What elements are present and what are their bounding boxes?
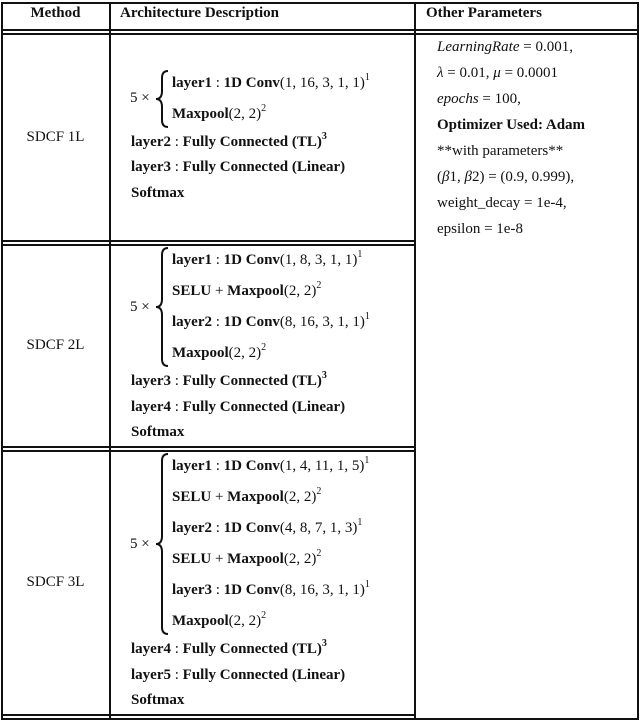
repeated-block (110, 451, 414, 637)
text-segment: (2, 2) (283, 283, 317, 300)
text-segment: 1D Conv (223, 314, 280, 331)
text-segment: Fully Connected (TL) (182, 133, 322, 150)
footnote-marker: 2 (316, 486, 322, 498)
rule (1, 2, 639, 4)
text-segment: : (211, 458, 224, 475)
rule (1, 29, 639, 31)
text-segment: **with parameters** (437, 143, 564, 159)
layer-line (172, 544, 370, 575)
parameter-line (437, 164, 585, 190)
layer-line (131, 181, 414, 207)
method-cell: SDCF 1L (26, 129, 85, 145)
text-segment: 1D Conv (223, 74, 280, 91)
layer-line (131, 395, 414, 421)
rule (414, 2, 416, 720)
layer-line (172, 513, 370, 544)
layer-line (131, 688, 414, 714)
footnote-marker: 1 (357, 517, 363, 529)
footnote-marker: 2 (261, 342, 267, 354)
text-segment: 1, (449, 169, 465, 185)
text-segment: layer4 (131, 398, 171, 415)
text-segment: : (170, 133, 183, 150)
text-segment: ( (437, 169, 442, 185)
rule (637, 2, 639, 720)
parameter-line (437, 138, 585, 164)
text-segment: (2, 2) (228, 345, 262, 362)
text-segment: 1D Conv (223, 582, 280, 599)
text-segment: layer1 (172, 252, 212, 269)
text-segment: Fully Connected (Linear) (182, 666, 346, 683)
text-segment: = 0.0001 (500, 65, 558, 81)
text-segment: (8, 16, 3, 1, 1) (279, 582, 365, 599)
parameter-line (437, 86, 585, 112)
method-cell: SDCF 2L (26, 337, 85, 353)
layer-line (172, 245, 370, 276)
text-segment: : (211, 252, 224, 269)
rule (1, 240, 415, 242)
left-brace-icon (150, 245, 172, 369)
text-segment: SELU (172, 283, 212, 300)
text-segment: Softmax (131, 184, 185, 201)
text-segment: layer3 (131, 159, 171, 176)
text-segment: Softmax (131, 692, 185, 709)
text-segment: λ (437, 65, 444, 81)
text-segment: epsilon = 1e-8 (437, 221, 523, 237)
text-segment: : (211, 582, 224, 599)
other-parameters-cell (437, 34, 585, 242)
footnote-marker: 2 (261, 610, 267, 622)
layer-line (172, 575, 370, 606)
text-segment: layer1 (172, 74, 212, 91)
text-segment: β (442, 169, 450, 185)
architecture-cell (110, 451, 414, 714)
parameter-line (437, 60, 585, 86)
text-segment: = 100, (478, 91, 521, 107)
text-segment: Maxpool (227, 551, 284, 568)
footnote-marker: 1 (364, 71, 370, 83)
text-segment: μ (493, 65, 501, 81)
layer-line (172, 99, 370, 130)
footnote-marker: 2 (261, 102, 267, 114)
text-segment: : (211, 314, 224, 331)
header-other-parameters: Other Parameters (426, 5, 542, 21)
text-segment: : (211, 74, 224, 91)
text-segment: weight_decay = 1e-4, (437, 195, 567, 211)
layer-line (172, 276, 370, 307)
layer-line (131, 130, 414, 156)
text-segment: 1D Conv (223, 458, 280, 475)
rule (1, 718, 639, 720)
text-segment: (8, 16, 3, 1, 1) (279, 314, 365, 331)
left-brace-icon (150, 451, 172, 637)
text-segment: (1, 16, 3, 1, 1) (279, 74, 365, 91)
text-segment: layer2 (172, 520, 212, 537)
layer-line (172, 482, 370, 513)
text-segment: layer3 (131, 373, 171, 390)
text-segment: : (211, 520, 224, 537)
text-segment: 1D Conv (223, 520, 280, 537)
text-segment: Fully Connected (TL) (182, 373, 322, 390)
text-segment: layer3 (172, 582, 212, 599)
repeated-block (110, 245, 414, 369)
multiplier: 5 × (130, 298, 150, 315)
layer-line (131, 663, 414, 689)
multiplier: 5 × (130, 90, 150, 107)
text-segment: Optimizer Used: Adam (437, 117, 586, 133)
text-segment: 2) = (0.9, 0.999), (471, 169, 575, 185)
text-segment: : (170, 373, 183, 390)
rule (1, 446, 415, 448)
footnote-marker: 3 (321, 638, 327, 650)
text-segment: : (170, 666, 183, 683)
layer-line (131, 369, 414, 395)
text-segment: SELU (172, 551, 212, 568)
block-lines (172, 245, 370, 369)
method-cell: SDCF 3L (26, 574, 85, 590)
text-segment: + (211, 283, 228, 300)
text-segment: 1D Conv (223, 252, 280, 269)
text-segment: layer5 (131, 666, 171, 683)
text-segment: : (170, 641, 183, 658)
text-segment: + (211, 551, 228, 568)
layer-line (131, 420, 414, 446)
text-segment: (2, 2) (228, 105, 262, 122)
footnote-marker: 1 (364, 579, 370, 591)
footnote-marker: 2 (316, 548, 322, 560)
text-segment: LearningRate (437, 39, 520, 55)
text-segment: layer4 (131, 641, 171, 658)
block-lines (172, 68, 370, 130)
text-segment: (1, 4, 11, 1, 5) (279, 458, 365, 475)
architecture-cell (110, 245, 414, 446)
text-segment: Fully Connected (Linear) (182, 398, 346, 415)
text-segment: layer2 (172, 314, 212, 331)
parameter-line (437, 216, 585, 242)
block-lines (172, 451, 370, 637)
text-segment: (2, 2) (228, 613, 262, 630)
text-segment: Fully Connected (TL) (182, 641, 322, 658)
repeated-block (110, 68, 414, 130)
text-segment: (1, 8, 3, 1, 1) (279, 252, 358, 269)
text-segment: Softmax (131, 424, 185, 441)
text-segment: (4, 8, 7, 1, 3) (279, 520, 358, 537)
footnote-marker: 3 (321, 130, 327, 142)
text-segment: (2, 2) (283, 551, 317, 568)
layer-line (131, 155, 414, 181)
footnote-marker: 1 (364, 311, 370, 323)
text-segment: Fully Connected (Linear) (182, 159, 346, 176)
header-architecture: Architecture Description (120, 5, 279, 21)
text-segment: : (170, 398, 183, 415)
text-segment: Maxpool (172, 613, 229, 630)
architecture-cell (110, 34, 414, 240)
layer-line (172, 451, 370, 482)
layer-line (172, 307, 370, 338)
layer-line (172, 68, 370, 99)
text-segment: Maxpool (172, 345, 229, 362)
parameter-line (437, 190, 585, 216)
text-segment: β (464, 169, 472, 185)
layer-line (172, 606, 370, 637)
rule (1, 714, 415, 716)
multiplier: 5 × (130, 535, 150, 552)
text-segment: = 0.001, (519, 39, 573, 55)
parameter-line (437, 34, 585, 60)
text-segment: : (170, 159, 183, 176)
text-segment: (2, 2) (283, 489, 317, 506)
layer-line (131, 637, 414, 663)
text-segment: SELU (172, 489, 212, 506)
text-segment: + (211, 489, 228, 506)
footnote-marker: 1 (364, 455, 370, 467)
parameter-line (437, 112, 585, 138)
footnote-marker: 3 (321, 370, 327, 382)
text-segment: Maxpool (172, 105, 229, 122)
text-segment: Maxpool (227, 489, 284, 506)
footnote-marker: 1 (357, 249, 363, 261)
text-segment: Maxpool (227, 283, 284, 300)
layer-line (172, 338, 370, 369)
left-brace-icon (150, 68, 172, 130)
text-segment: layer2 (131, 133, 171, 150)
text-segment: epochs (437, 91, 479, 107)
text-segment: = 0.01, (443, 65, 494, 81)
header-method: Method (30, 5, 81, 21)
footnote-marker: 2 (316, 280, 322, 292)
text-segment: layer1 (172, 458, 212, 475)
